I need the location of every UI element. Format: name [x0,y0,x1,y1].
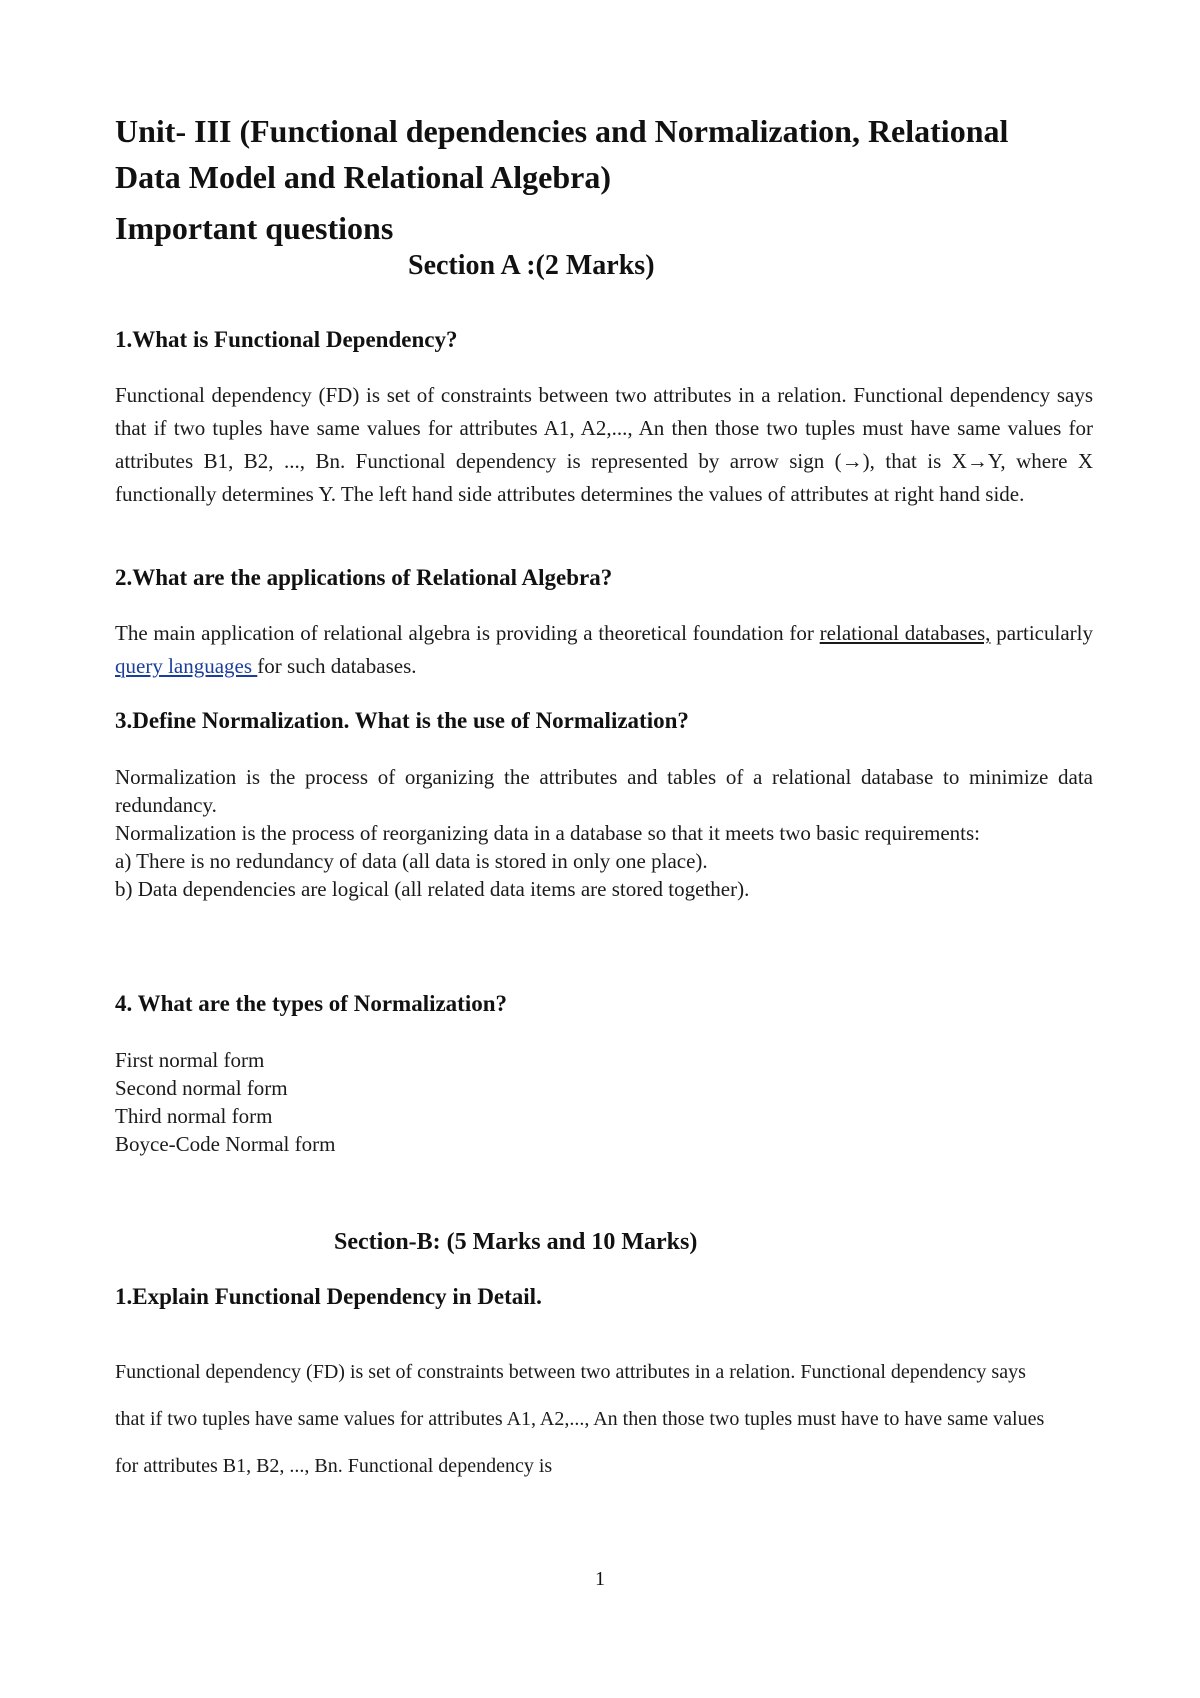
page-number: 1 [595,1568,605,1590]
answer-2-relational-algebra [115,617,1093,683]
answer-2-text-end: for such databases. [257,654,417,678]
question-1-fd: 1.What is Functional Dependency? [115,327,458,352]
list-item: Second normal form [115,1076,288,1100]
answer-3-line-1: Normalization is the process of organizing the attributes and tables of a relational database to minimize data redundancy. [115,765,1093,817]
section-b-heading: Section-B: (5 Marks and 10 Marks) [334,1229,698,1255]
answer-3-point-a: a) There is no redundancy of data (all data is stored in only one place). [115,849,708,873]
section-b-answer-1: Functional dependency (FD) is set of constraints between two attributes in a relation. Functional dependency says that if two tuples have same values for attributes A1, A2,..., An then those two tuples must have to have same values for attributes B1, B2, ..., Bn. Functional dependency is [115,1361,1045,1477]
section-b-question-1: 1.Explain Functional Dependency in Detail. [115,1284,542,1309]
question-3-normalization: 3.Define Normalization. What is the use of Normalization? [115,708,689,733]
important-questions-heading: Important questions [115,210,394,246]
relational-databases-link[interactable]: relational databases, [819,621,991,645]
answer-3-normalization [115,763,1093,903]
answer-2-text-mid: particularly [990,621,1093,645]
list-item: First normal form [115,1048,265,1072]
normal-forms-list [115,1046,335,1158]
answer-3-point-b: b) Data dependencies are logical (all related data items are stored together). [115,877,750,901]
answer-1-fd: Functional dependency (FD) is set of constraints between two attributes in a relation. Functional dependency says that if two tuples have same values for attributes A1, A2,..., An then those two tuples must have same values for attributes B1, B2, ..., Bn. Functional dependency is represented by arrow sign (→), that is X→Y, where X functionally determines Y. The left hand side attributes determines the values of attributes at right hand side. [115,383,1093,506]
query-languages-link[interactable]: query languages [115,654,258,678]
question-4-types: 4. What are the types of Normalization? [115,991,508,1016]
answer-2-text-start: The main application of relational algebra is providing a theoretical foundation for [115,621,820,645]
section-a-heading: Section A :(2 Marks) [408,250,655,281]
document-title: Unit- III (Functional dependencies and Normalization, Relational Data Model and Relational Algebra) [115,113,1009,195]
list-item: Third normal form [115,1104,273,1128]
list-item: Boyce-Code Normal form [115,1132,336,1156]
answer-3-line-2: Normalization is the process of reorganizing data in a database so that it meets two basic requirements: [115,821,981,845]
question-2-relational-algebra: 2.What are the applications of Relational Algebra? [115,565,613,590]
